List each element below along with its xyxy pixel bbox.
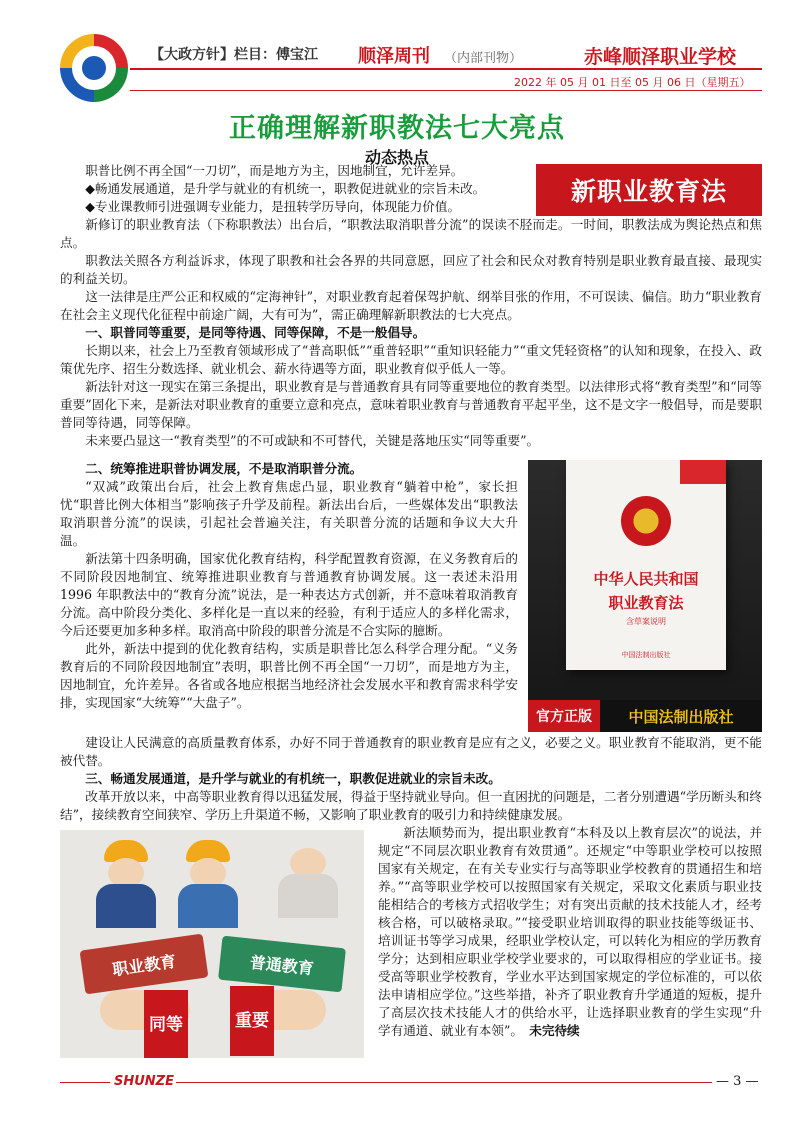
- paragraph: 改革开放以来，中高等职业教育得以迅猛发展，得益于坚持就业导向。但一直困扰的问题是，二者分别遭遇“学历断头和终结”，接续教育空间狭窄、学历上升渠道不畅，又影响了职业教育的吸引力和持续健康发展。: [60, 789, 762, 822]
- paragraph: 此外，新法中提到的优化教育结构，实质是职普比怎么科学合理分配。“义务教育后的不同阶段因地制宜”表明，职普比例不再全国“一刀切”，而是地方为主，因地制宜，允许差异。各省或各地应根据当地经济社会发展水平和教育需求科学安排，实现国家“大统筹”“大盘子”。: [60, 641, 518, 710]
- section-heading: 三、畅通发展通道，是升学与就业的有机统一，职教促进就业的宗旨未改。: [85, 771, 501, 786]
- paragraph: 未来要凸显这一“教育类型”的不可或缺和不可替代，关键是落地压实“同等重要”。: [85, 433, 540, 448]
- footer-rule-left: [60, 1082, 110, 1083]
- section2-block: [60, 460, 518, 712]
- publication-name: 顺泽周刊: [358, 46, 430, 67]
- section3-body-block: [378, 824, 762, 1040]
- education-illustration: [60, 830, 364, 1058]
- paragraph: 这一法律是庄严公正和权威的“定海神针”，对职业教育起着保驾护航、纲举目张的作用，不可误读、偏信。助力“职业教育在社会主义现代化征程中前途广阔，大有可为”，需正确理解新职教法的七大亮点。: [60, 289, 762, 322]
- header-rule-bottom: [130, 90, 762, 91]
- school-logo: [60, 34, 128, 102]
- important-cuff: 重要: [230, 986, 274, 1056]
- book-caption-bar: [528, 700, 762, 732]
- banner-text: 新职业教育法: [570, 177, 727, 206]
- book-subtitle: 含草案说明: [626, 617, 666, 626]
- intro-line: ◆专业课教师引进强调专业能力，是扭转学历导向，体现能力价值。: [85, 199, 461, 214]
- footer-rule: [176, 1082, 712, 1083]
- footer-brand: SHUNZE: [114, 1074, 174, 1089]
- equal-cuff: 同等: [144, 990, 188, 1058]
- book-title-line2: 职业教育法: [608, 594, 684, 612]
- continued-note: 未完待续: [529, 1023, 580, 1038]
- publication-note: （内部刊物）: [444, 51, 523, 66]
- book-publisher: 中国法制出版社: [621, 651, 671, 659]
- paragraph: 长期以来，社会上乃至教育领域形成了“普高职低”“重普轻职”“重知识轻能力”“重文凭轻资格”的认知和现象，在投入、政策优先序、招生分数选择、就业机会、薪水待遇等方面，职业教育似乎低人一等。: [60, 343, 762, 376]
- book-cover: [566, 460, 726, 670]
- paragraph: 职教法关照各方利益诉求，体现了职教和社会各界的共同意愿，回应了社会和民众对教育特别是职业教育最直接、最现实的利益关切。: [60, 253, 762, 286]
- article-title: 正确理解新职教法七大亮点: [229, 113, 565, 144]
- paragraph: 新法针对这一现实在第三条提出，职业教育是与普通教育具有同等重要地位的教育类型。以法律形式将“教育类型”和“同等重要”固化下来，是新法对职业教育的重要立意和亮点，意味着职业教育与普通教育平起平坐，这不是文字一般倡导，而是要职普同等待遇，同等保障。: [60, 379, 762, 430]
- vocational-book: 职业教育: [80, 934, 209, 995]
- national-emblem-icon: [621, 496, 671, 546]
- paragraph: [378, 824, 762, 1040]
- article-subtitle: 动态热点: [364, 148, 429, 167]
- section3-intro-block: [60, 734, 762, 824]
- page-number: — 3 —: [716, 1074, 759, 1089]
- book-title-line1: 中华人民共和国: [593, 570, 699, 588]
- column-label: 【大政方针】栏目：傅宝江: [150, 47, 318, 63]
- section1-block: [60, 216, 762, 450]
- official-badge: 官方正版: [528, 700, 600, 732]
- school-name: 赤峰顺泽职业学校: [584, 46, 737, 68]
- paragraph: “双减”政策出台后，社会上教育焦虑凸显，职业教育“躺着中枪”，家长担忧“职普比例大体相当”影响孩子升学及前程。新法出台后，一些媒体发出“职教法取消职普分流”的误读，引起社会普遍关注，有关职普分流的话题和争议大大升温。: [60, 479, 518, 548]
- header-rule: [130, 68, 762, 70]
- intro-line: 职普比例不再全国“一刀切”，而是地方为主，因地制宜，允许差异。: [85, 163, 464, 178]
- publisher-label: 中国法制出版社: [600, 700, 762, 732]
- section-heading: 二、统筹推进职普协调发展，不是取消职普分流。: [85, 461, 363, 476]
- paragraph-text: 新法顺势而为，提出职业教育“本科及以上教育层次”的说法，并规定“不同层次职业教育有效贯通”。还规定“中等职业学校可以按照国家有关规定，在有关专业实行与高等职业学校教育的贯通招生和培养。”“高等职业学校可以按照国家有关规定，采取文化素质与职业技能相结合的考核方式招收学生；对有突出贡献的技术技能人才，经考核合格，可以破格录取。”“接受职业培训取得的职业技能等级证书、培训证书等学习成果，经职业学校认定，可以转化为相应的学历教育学分；达到相应职业学校学业要求的，可以取得相应的学业证书。接受高等职业学校教育，学业水平达到国家规定的学位标准的，可以依法申请相应学位。”这些举措，补齐了职业教育升学通道的短板，提升了高层次技术技能人才的供给水平，让选择职业教育的学生实现“升学有通道、就业有本领”。: [378, 825, 762, 1038]
- banner-image: [536, 164, 762, 216]
- intro-line: ◆畅通发展通道，是升学与就业的有机统一，职教促进就业的宗旨未改。: [85, 181, 486, 196]
- issue-date: 2022 年 05 月 01 日至 05 月 06 日（星期五）: [514, 76, 751, 89]
- paragraph: 新法第十四条明确，国家优化教育结构，科学配置教育资源，在义务教育后的不同阶段因地制宜、统筹推进职业教育与普通教育协调发展。这一表述未沿用 1996 年职教法中的“教育分流”说法，是一种表达方式创新，并不意味着取消教育分流。高中阶段分类化、多样化是一直以来的经验，有利于适应人的多样化需求，今后还要更加多种多样。取消高中阶段的职普分流是不合实际的臆断。: [60, 551, 518, 638]
- section-heading: 一、职普同等重要，是同等待遇、同等保障，不是一般倡导。: [85, 325, 426, 340]
- intro-block: [60, 162, 530, 216]
- law-book-image: [528, 460, 762, 732]
- paragraph: 建设让人民满意的高质量教育体系，办好不同于普通教育的职业教育是应有之义，必要之义。职业教育不能取消，更不能被代替。: [60, 735, 762, 768]
- paragraph: 新修订的职业教育法（下称职教法）出台后，“职教法取消职普分流”的误读不胫而走。一时间，职教法成为舆论热点和焦点。: [60, 217, 762, 250]
- general-book: 普通教育: [218, 936, 346, 993]
